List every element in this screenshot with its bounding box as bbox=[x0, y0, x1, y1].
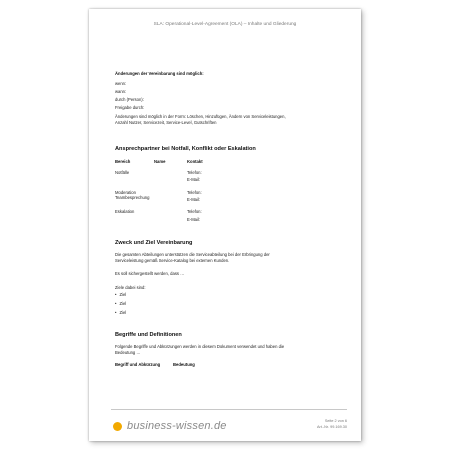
terms-col-term: Begriff und Abkürzung bbox=[115, 362, 161, 367]
changes-note-line1: Änderungen sind möglich in der Form: Löschen, Hinzufügen, Ändern von Serviceleistungen, bbox=[115, 114, 286, 119]
contact-row-email: E-Mail: bbox=[187, 197, 201, 202]
contact-row-email: E-Mail: bbox=[187, 217, 201, 222]
contact-row-email: E-Mail: bbox=[187, 177, 201, 182]
contact-row-area: Moderation bbox=[115, 190, 136, 195]
document-page bbox=[89, 9, 361, 441]
contact-row-phone: Telefon: bbox=[187, 190, 202, 195]
contact-row-phone: Telefon: bbox=[187, 170, 202, 175]
contacts-col-area: Bereich bbox=[115, 159, 131, 164]
contact-row-area: Notfälle bbox=[115, 170, 130, 175]
purpose-goals-intro: Ziele dabei sind: bbox=[115, 285, 146, 290]
footer-article-number: Art.-Nr. 99.169.30 bbox=[317, 425, 347, 429]
purpose-heading: Zweck und Ziel Vereinbarung bbox=[115, 240, 193, 246]
contact-row-area: Eskalation bbox=[115, 209, 135, 214]
contacts-col-name: Name bbox=[154, 159, 166, 164]
contacts-col-contact: Kontakt bbox=[187, 159, 203, 164]
changes-field-person: durch (Person): bbox=[115, 97, 144, 102]
goal-list-item: • Ziel bbox=[115, 301, 126, 306]
purpose-para-line1: Die gesamten Abteilungen unterstützen die Serviceabteilung bei der Erbringung der bbox=[115, 252, 270, 257]
terms-para-line2: Bedeutung … bbox=[115, 350, 141, 355]
contacts-heading: Ansprechpartner bei Notfall, Konflikt oder Eskalation bbox=[115, 146, 256, 152]
purpose-ensure: Es soll sichergestellt werden, dass … bbox=[115, 271, 185, 276]
contact-row-area-line2: Teambesprechung bbox=[115, 195, 150, 200]
changes-note-line2: Anzahl Nutzer, Servicezeit, Service-Level, Gutschriften bbox=[115, 120, 217, 125]
terms-para-line1: Folgende Begriffe und Abkürzungen werden in diesem Dokument verwendet und haben die bbox=[115, 344, 285, 349]
footer-page-number: Seite 2 von 6 bbox=[324, 419, 347, 423]
changes-field-date: wann: bbox=[115, 89, 127, 94]
goal-list-item: • Ziel bbox=[115, 310, 126, 315]
footer-logo-text: business-wissen.de bbox=[127, 420, 227, 432]
footer-divider bbox=[111, 409, 347, 410]
page-header-title: SLA: Operational-Level-Agreement (OLA) – Inhalte und Gliederung bbox=[153, 22, 297, 27]
terms-heading: Begriffe und Definitionen bbox=[115, 332, 182, 338]
changes-heading: Änderungen der Vereinbarung sind möglich: bbox=[115, 71, 204, 76]
changes-field-when: wenn: bbox=[115, 81, 127, 86]
changes-field-approval: Freigabe durch: bbox=[115, 105, 145, 110]
terms-col-meaning: Bedeutung bbox=[173, 362, 195, 367]
purpose-para-line2: Serviceleistung gemäß Service-Katalog bei externen Kunden. bbox=[115, 258, 230, 263]
contact-row-phone: Telefon: bbox=[187, 209, 202, 214]
logo-dot-icon bbox=[113, 422, 122, 431]
goal-list-item: • Ziel bbox=[115, 292, 126, 297]
